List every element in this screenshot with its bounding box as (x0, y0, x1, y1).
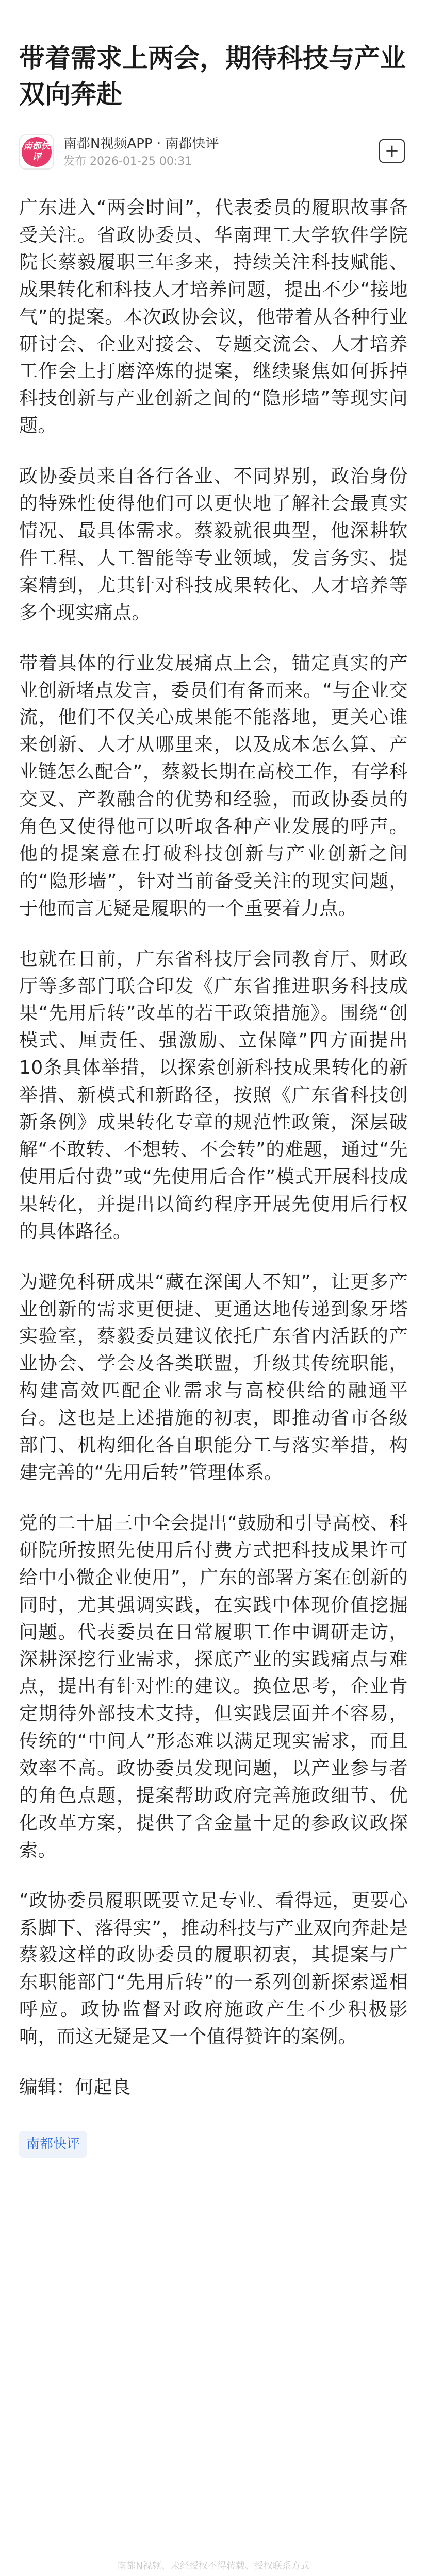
editor-credit: 编辑：何起良 (19, 2077, 131, 2098)
article-body (19, 195, 408, 2158)
meta-text (63, 134, 219, 170)
paragraph-6: 党的二十届三中全会提出“鼓励和引导高校、科研院所按照先使用后付费方式把科技成果许可给中小微企业使用”，广东的部署方案在创新的同时，尤其强调实践，在实践中体现价值挖掘问题。代表委员在日常履职工作中调研走访，深耕深挖行业需求，探底产业的实践痛点与难点，提出有针对性的建议。换位思考，企业肯定期待外部技术支持，但实践层面并不容易，传统的“中间人”形态难以满足现实需求，而且效率不高。政协委员发现问题，以产业参与者的角色点题，提案帮助政府完善施政细节、优化改革方案，提供了含金量十足的参政议政探索。 (19, 1512, 408, 1861)
copyright-line-2 (0, 2574, 427, 2576)
paragraph-7: “政协委员履职既要立足专业、看得远，更要心系脚下、落得实”，推动科技与产业双向奔赴是蔡毅这样的政协委员的履职初衷，其提案与广东职能部门“先用后转”的一系列创新探索遥相呼应。政协监督对政府施政产生不少积极影响，而这无疑是又一个值得赞许的案例。 (19, 1890, 408, 2048)
article-meta (19, 128, 408, 176)
plus-icon: + (384, 141, 400, 161)
paragraph-5: 为避免科研成果“藏在深闺人不知”，让更多产业创新的需求更便捷、更通达地传递到象牙塔实验室，蔡毅委员建议依托广东省内活跃的产业协会、学会及各类联盟，升级其传统职能，构建高效匹配企业需求与高校供给的融通平台。这也是上述措施的初衷，即推动省市各级部门、机构细化各自职能分工与落实举措，构建完善的“先用后转”管理体系。 (19, 1271, 408, 1483)
paragraph-2: 政协委员来自各行各业、不同界别，政治身份的特殊性使得他们可以更快地了解社会最真实情况、最具体需求。蔡毅就很典型，他深耕软件工程、人工智能等专业领域，发言务实、提案精到，尤其针对科技成果转化、人才培养等多个现实痛点。 (19, 466, 408, 623)
source-logo-text: 南都快评 (22, 137, 52, 167)
source-name[interactable]: 南都N视频APP · 南都快评 (63, 136, 219, 151)
column-tag[interactable]: 南都快评 (19, 2131, 87, 2158)
copyright-footer (0, 2558, 427, 2576)
paragraph-1: 广东进入“两会时间”，代表委员的履职故事备受关注。省政协委员、华南理工大学软件学院院长蔡毅履职三年多来，持续关注科技赋能、成果转化和科技人才培养问题，提出不少“接地气”的提案。本次政协会议，他带着从各种行业研讨会、企业对接会、专题交流会、人才培养工作会上打磨淬炼的提案，继续聚焦如何拆掉科技创新与产业创新之间的“隐形墙”等现实问题。 (19, 197, 408, 437)
publish-time: 发布 2026-01-25 00:31 (63, 155, 192, 168)
paragraph-3: 带着具体的行业发展痛点上会，锚定真实的产业创新堵点发言，委员们有备而来。“与企业交流，他们不仅关心成果能不能落地，更关心谁来创新、人才从哪里来，以及成本怎么算、产业链怎么配合”，蔡毅长期在高校工作，有学科交叉、产教融合的优势和经验，而政协委员的角色又使得他可以听取各种产业发展的呼声。他的提案意在打破科技创新与产业创新之间的“隐形墙”，针对当前备受关注的现实问题，于他而言无疑是履职的一个重要着力点。 (19, 652, 408, 919)
copyright-line-1: 南都N视频、未经授权不得转载、授权联系方式 (117, 2561, 310, 2571)
follow-button[interactable] (379, 139, 405, 163)
article-title: 带着需求上两会，期待科技与产业双向奔赴 (19, 43, 406, 109)
paragraph-4: 也就在日前，广东省科技厅会同教育厅、财政厅等多部门联合印发《广东省推进职务科技成果“先用后转”改革的若干政策措施》。围绕“创模式、厘责任、强激励、立保障”四方面提出10条具体举措，以探索创新科技成果转化的新举措、新模式和新路径，按照《广东省科技创新条例》成果转化专章的规范性政策，深层破解“不敢转、不想转、不会转”的难题，通过“先使用后付费”或“先使用后合作”模式开展科技成果转化，并提出以简约程序开展先使用后行权的具体路径。 (19, 948, 408, 1242)
source-logo[interactable] (19, 134, 54, 170)
